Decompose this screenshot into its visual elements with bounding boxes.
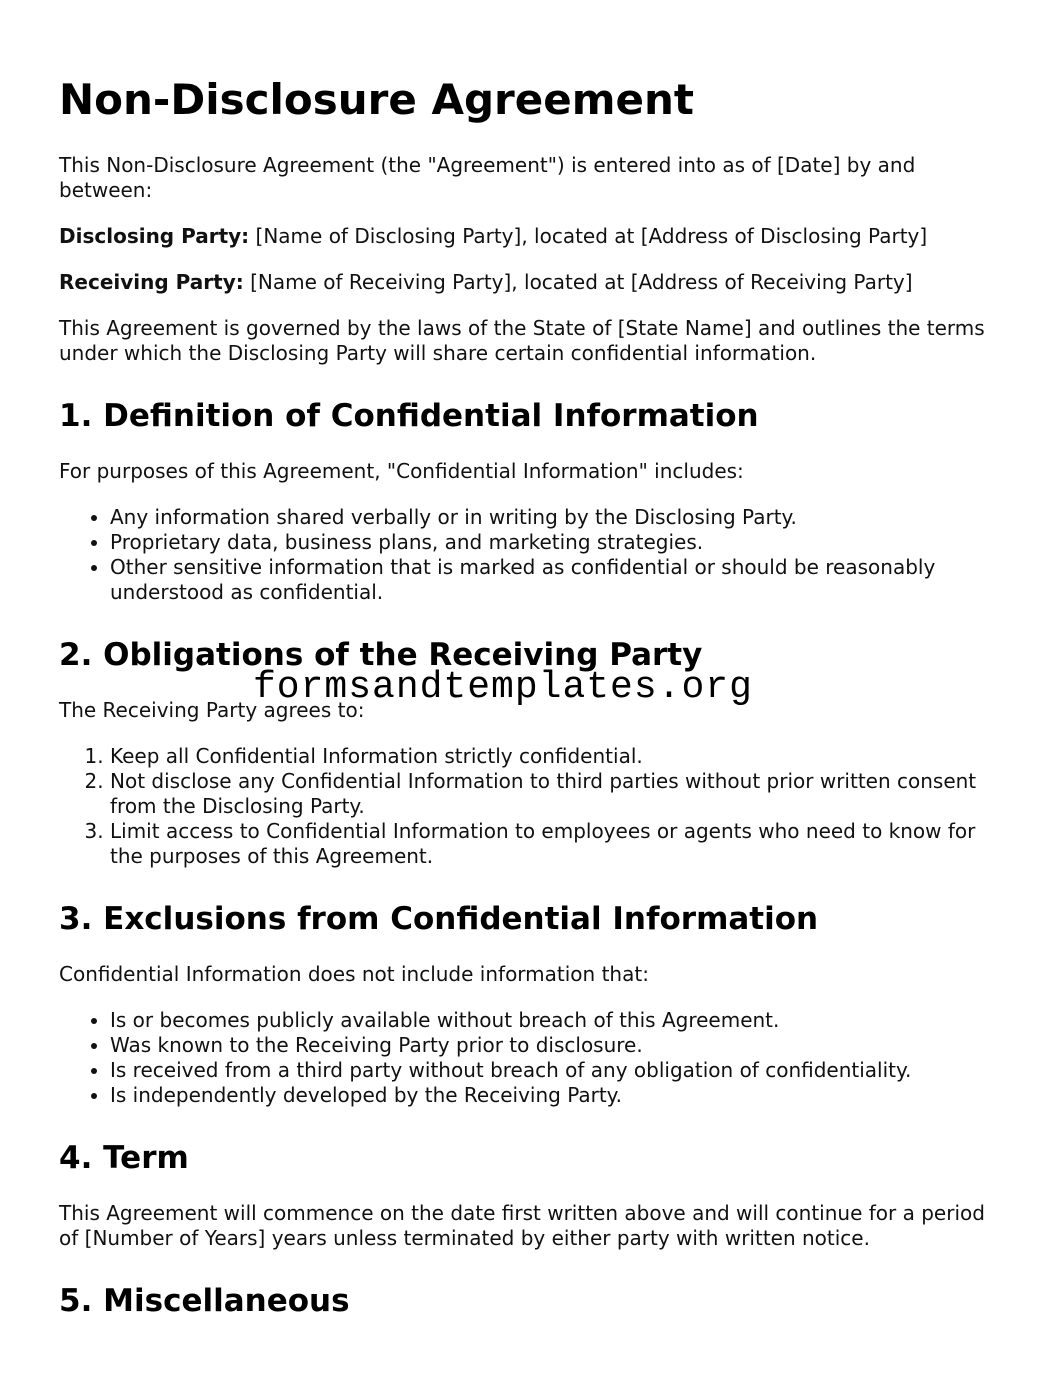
section-3-list — [59, 1008, 989, 1108]
list-item: • Is or becomes publicly available without breach of this Agreement. — [110, 1008, 989, 1033]
section-3-heading: 3. Exclusions from Confidential Information — [59, 901, 819, 937]
section-3-lead: Confidential Information does not include information that: — [59, 962, 649, 986]
section-1-list — [59, 505, 989, 605]
section-1-heading: 1. Definition of Confidential Information — [59, 398, 759, 434]
disclosing-party-text: [Name of Disclosing Party], located at [Address of Disclosing Party] — [249, 224, 928, 248]
governing-law-paragraph: This Agreement is governed by the laws of the State of [State Name] and outlines the terms under which the Disclosing Party will share certain confidential information. — [59, 316, 985, 365]
list-item: • Is independently developed by the Receiving Party. — [110, 1083, 989, 1108]
document-title: Non-Disclosure Agreement — [59, 75, 694, 124]
disclosing-party-line — [59, 224, 989, 249]
list-item: • Was known to the Receiving Party prior to disclosure. — [110, 1033, 989, 1058]
list-item: • Is received from a third party without breach of any obligation of confidentiality. — [110, 1058, 989, 1083]
list-item: 3. Limit access to Confidential Information to employees or agents who need to know for the purposes of this Agreement. — [110, 819, 989, 869]
list-item: • Proprietary data, business plans, and marketing strategies. — [110, 530, 989, 555]
section-2-lead: The Receiving Party agrees to: — [59, 698, 365, 722]
intro-paragraph: This Non-Disclosure Agreement (the "Agreement") is entered into as of [Date] by and between: — [59, 153, 916, 202]
list-item: 1. Keep all Confidential Information strictly confidential. — [110, 744, 989, 769]
list-item: • Other sensitive information that is marked as confidential or should be reasonably understood as confidential. — [110, 555, 989, 605]
disclosing-party-label: Disclosing Party: — [59, 224, 250, 248]
list-item: 2. Not disclose any Confidential Information to third parties without prior written consent from the Disclosing Party. — [110, 769, 989, 819]
watermark-text: formsandtemplates.org — [253, 666, 753, 709]
section-4-heading: 4. Term — [59, 1140, 189, 1176]
receiving-party-text: [Name of Receiving Party], located at [Address of Receiving Party] — [243, 270, 913, 294]
section-2-list — [59, 744, 989, 869]
section-1-lead: For purposes of this Agreement, "Confidential Information" includes: — [59, 459, 744, 483]
section-5-heading: 5. Miscellaneous — [59, 1283, 350, 1319]
list-item: • Any information shared verbally or in writing by the Disclosing Party. — [110, 505, 989, 530]
section-4-body: This Agreement will commence on the date first written above and will continue for a period of [Number of Years] years unless terminated by either party with written notice. — [59, 1201, 985, 1250]
receiving-party-line — [59, 270, 989, 295]
receiving-party-label: Receiving Party: — [59, 270, 244, 294]
section-2-heading: 2. Obligations of the Receiving Party — [59, 637, 703, 673]
